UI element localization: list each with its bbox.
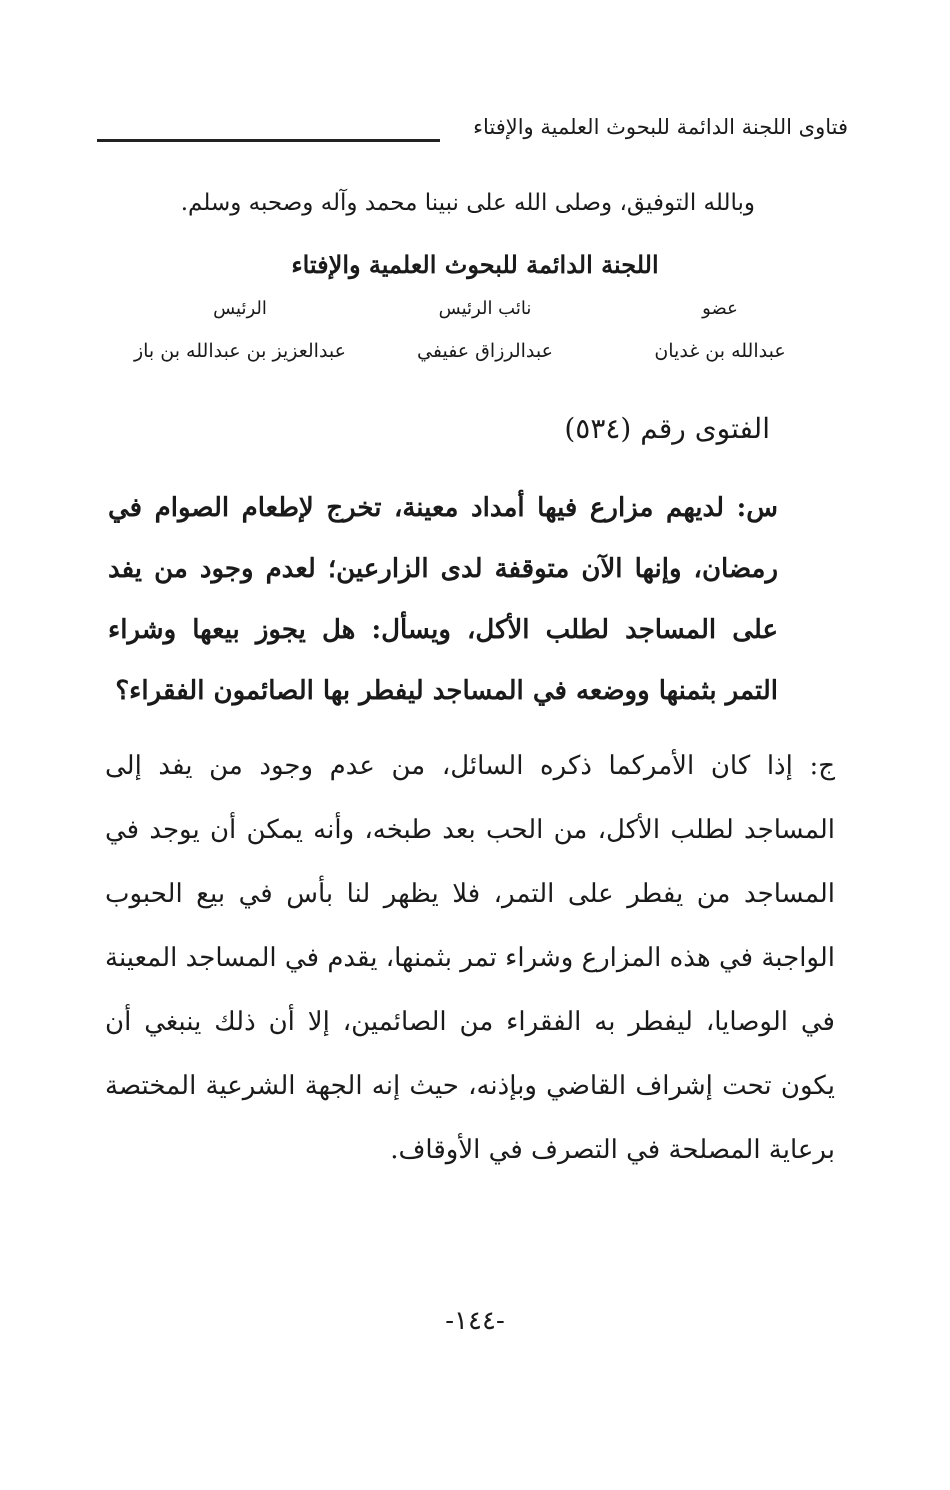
signatory-name: عبدالعزيز بن عبدالله بن باز — [133, 340, 347, 362]
page-number: -١٤٤- — [445, 1306, 505, 1336]
committee-title: اللجنة الدائمة للبحوث العلمية والإفتاء — [291, 250, 659, 279]
signatory-name: عبدالرزاق عفيفي — [417, 340, 553, 362]
signatory-name: عبدالله بن غديان — [654, 340, 786, 362]
signatory-chair — [130, 296, 350, 364]
signatory-role: الرئيس — [213, 298, 267, 319]
running-header — [473, 112, 848, 142]
fatwa-number: الفتوى رقم (٥٣٤) — [564, 412, 770, 445]
running-header-title: فتاوى اللجنة الدائمة للبحوث العلمية والإفتاء — [473, 115, 848, 139]
question-paragraph: س: لديهم مزارع فيها أمداد معينة، تخرج لإطعام الصوام في رمضان، وإنها الآن متوقفة لدى الزارعين؛ لعدم وجود من يفد على المساجد لطلب الأكل، ويسأل: هل يجوز بيعها وشراء التمر بثمنها ووضعه في المساجد ليفطر بها الصائمون الفقراء؟ — [108, 493, 778, 706]
signatory-member — [630, 296, 810, 364]
closing-line: وبالله التوفيق، وصلى الله على نبينا محمد وآله وصحبه وسلم. — [180, 190, 755, 216]
signatory-role: عضو — [702, 298, 738, 319]
signatory-vice-chair — [385, 296, 585, 364]
answer-paragraph: ج: إذا كان الأمركما ذكره السائل، من عدم وجود من يفد إلى المساجد لطلب الأكل، من الحب بعد طبخه، وأنه يمكن أن يوجد في المساجد من يفطر على التمر، فلا يظهر لنا بأس في بيع الحبوب الواجبة في هذه المزارع وشراء تمر بثمنها، يقدم في المساجد المعينة في الوصايا، ليفطر به الفقراء من الصائمين، إلا أن ذلك ينبغي أن يكون تحت إشراف القاضي وبإذنه، حيث إنه الجهة الشرعية المختصة برعاية المصلحة في التصرف في الأوقاف. — [105, 751, 835, 1165]
header-rule — [97, 139, 440, 142]
signatory-role: نائب الرئيس — [438, 298, 532, 319]
